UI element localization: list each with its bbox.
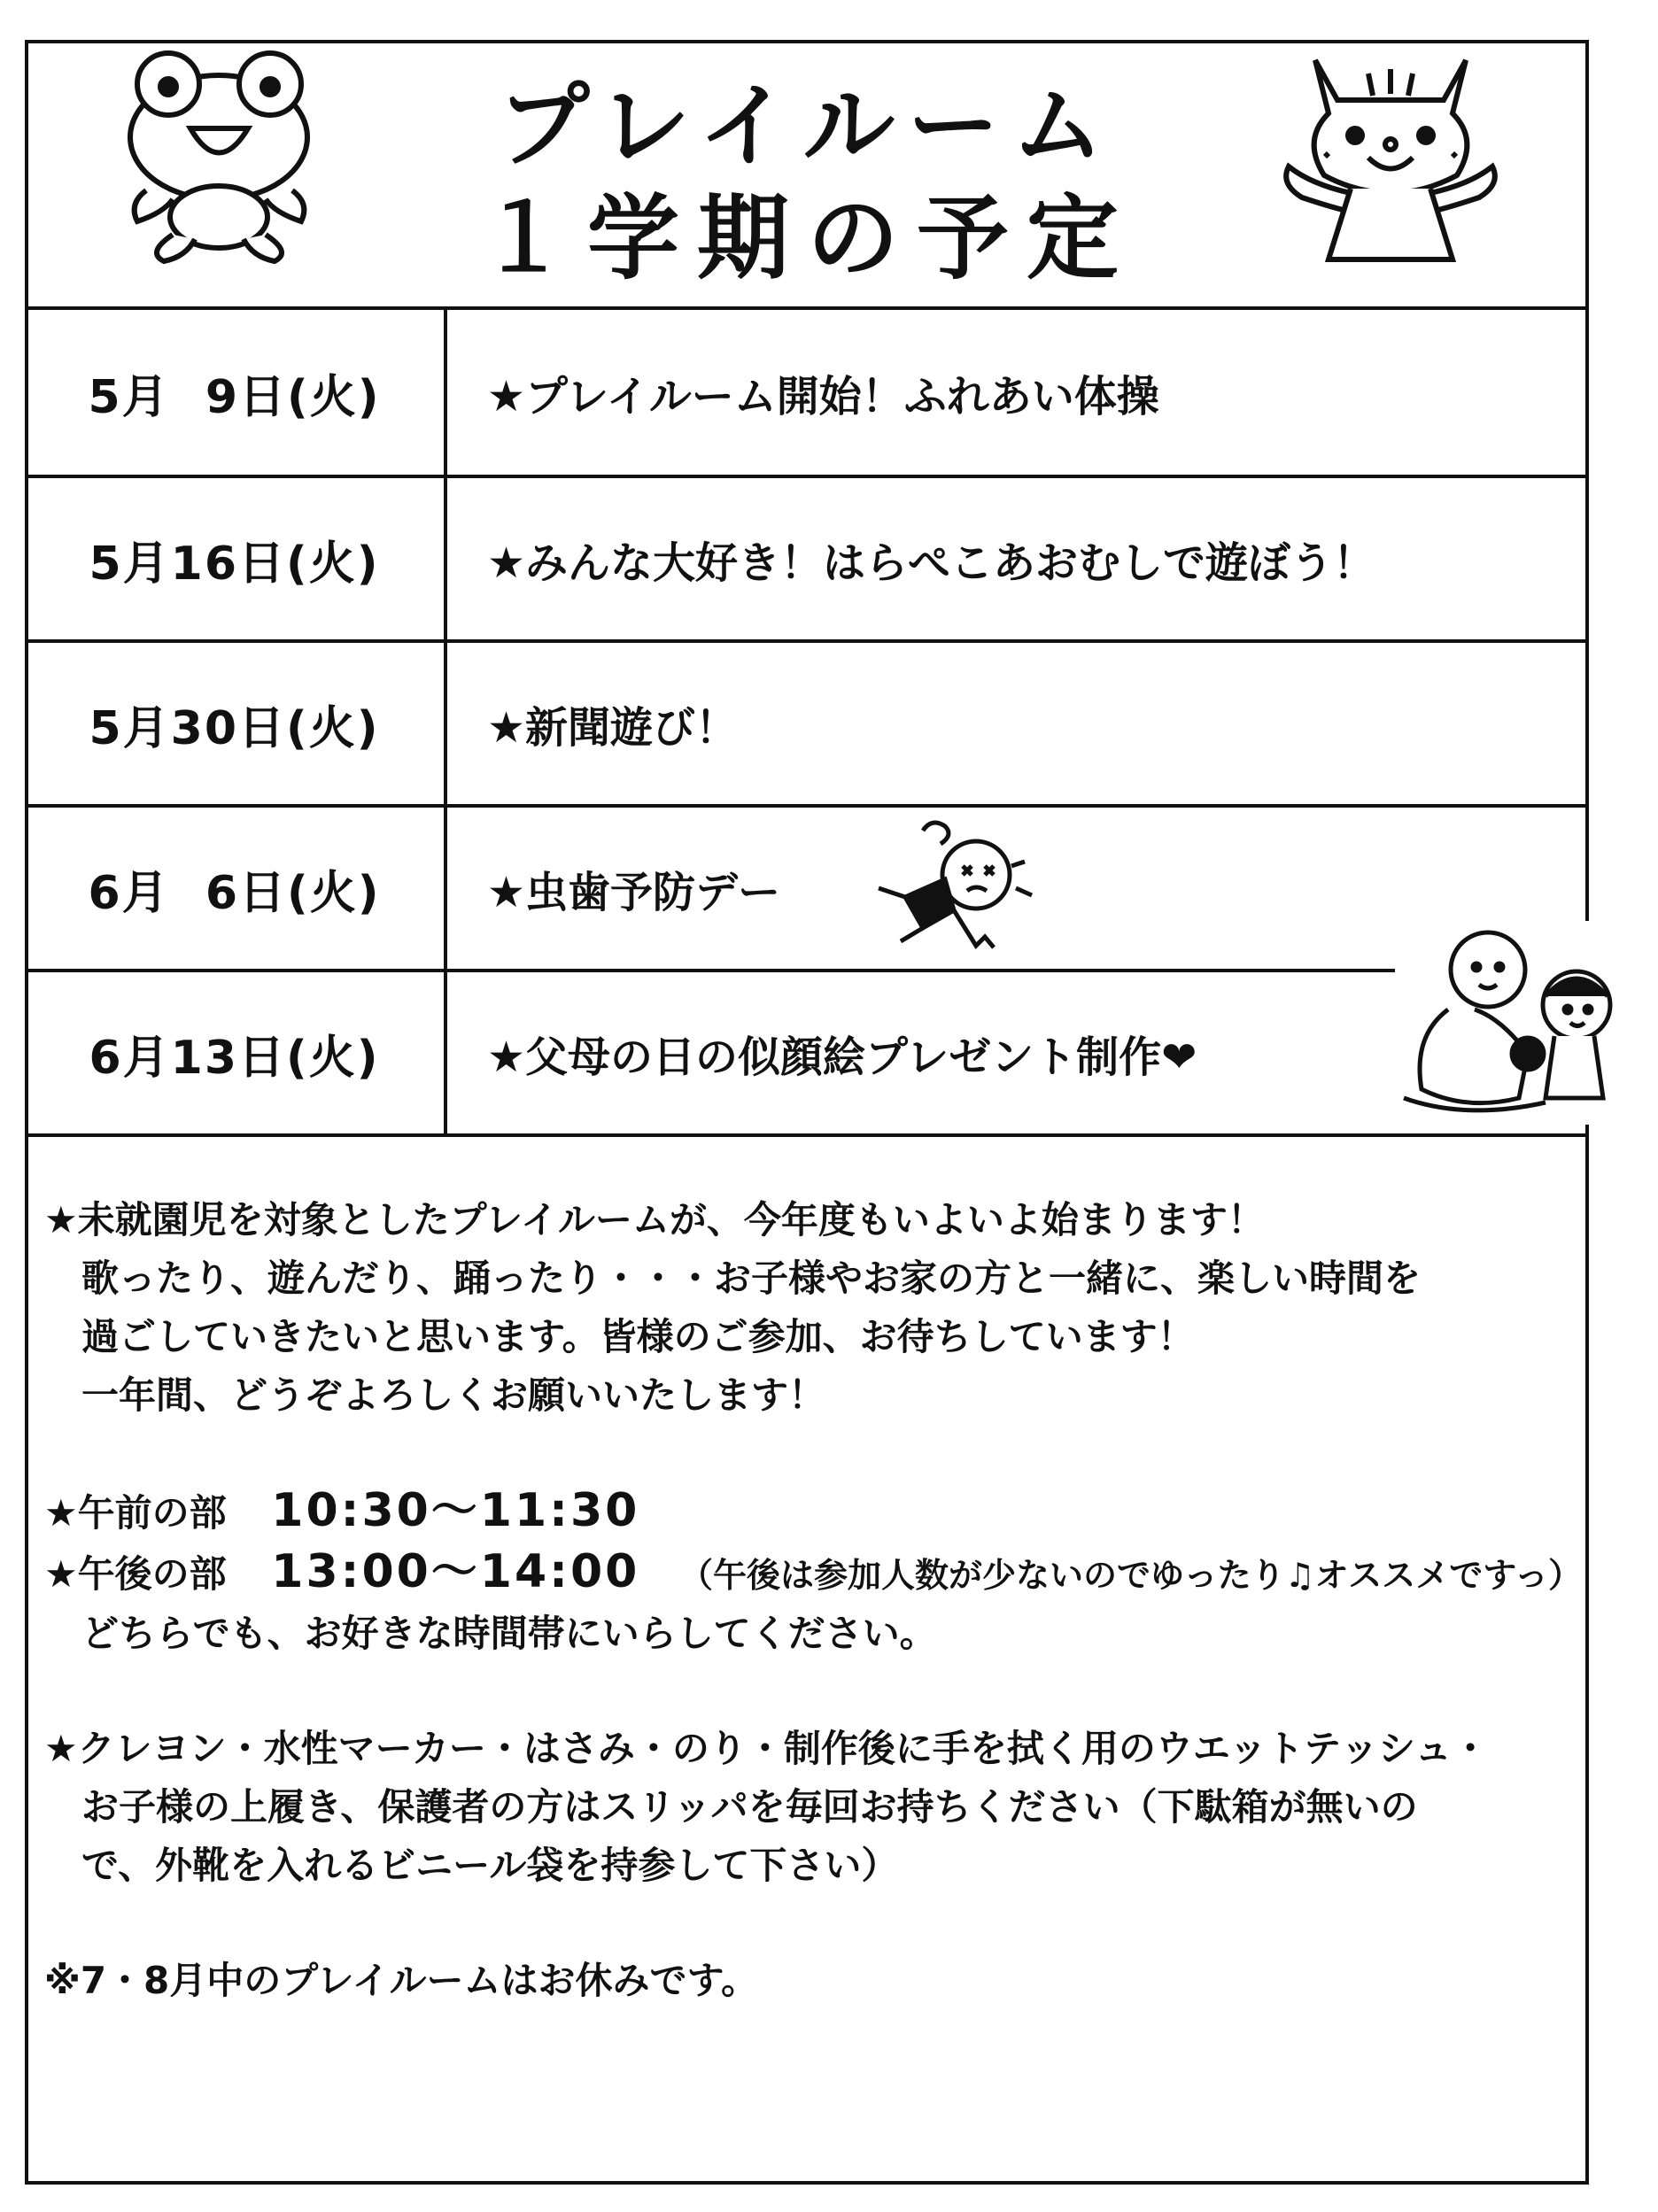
- schedule-date: 6月 6日(火): [25, 808, 447, 969]
- schedule-table: [25, 310, 1589, 1133]
- items-line: で、外靴を入れるビニール袋を持参して下さい）: [81, 1844, 899, 1887]
- table-divider: [25, 1133, 1589, 1137]
- intro-line: 一年間、どうぞよろしくお願いいたします！: [81, 1373, 826, 1417]
- session-time: 13:00〜14:00: [271, 1545, 640, 1598]
- session-note: （午後は参加人数が少ないのでゆったり♫オススメですっ）: [678, 1556, 1582, 1595]
- schedule-event: ★新聞遊び！: [487, 702, 739, 753]
- session-label: ★午後の部: [44, 1552, 227, 1596]
- schedule-event: ★父母の日の似顔絵プレゼント制作❤: [487, 1032, 1197, 1082]
- intro-line: 過ごしていきたいと思います。皆様のご参加、お待ちしています！: [81, 1315, 1195, 1358]
- page-title-line1: プレイルーム: [497, 72, 1117, 180]
- session-label: ★午前の部: [44, 1491, 227, 1535]
- germ-icon: [870, 813, 1038, 955]
- schedule-date: 5月16日(火): [25, 478, 447, 639]
- session-morning: [44, 1481, 1568, 1543]
- cat-icon: [1275, 34, 1506, 268]
- schedule-date: 5月30日(火): [25, 643, 447, 804]
- schedule-event: ★プレイルーム開始！ふれあい体操: [487, 371, 1159, 422]
- schedule-event: ★虫歯予防デー: [487, 867, 781, 917]
- notes-section: [44, 1191, 1582, 2010]
- schedule-row: [25, 639, 1589, 804]
- intro-line: 歌ったり、遊んだり、踊ったり・・・お子様やお家の方と一緒に、楽しい時間を: [81, 1257, 1422, 1300]
- items-line: ★クレヨン・水性マーカー・はさみ・のり・制作後に手を拭く用のウエットテッシュ・: [44, 1727, 1490, 1770]
- schedule-date: 5月 9日(火): [25, 310, 447, 475]
- schedule-row: [25, 804, 1589, 969]
- items-line: お子様の上履き、保護者の方はスリッパを毎回お持ちください（下駄箱が無いの: [81, 1785, 1418, 1829]
- intro-line: ★未就園児を対象としたプレイルームが、今年度もいよいよ始まります！: [44, 1198, 1265, 1241]
- footnote: ※7・8月中のプレイルームはお休みです。: [44, 1959, 759, 2002]
- schedule-event: ★みんな大好き！はらぺこあおむしで遊ぼう！: [487, 538, 1376, 588]
- schedule-row: [25, 475, 1589, 639]
- page-title-line2: １学期の予定: [476, 184, 1136, 292]
- session-afternoon: [44, 1543, 1582, 1605]
- frog-icon: [111, 35, 328, 266]
- schedule-row: [25, 310, 1589, 475]
- schedule-row: [25, 969, 1589, 1133]
- session-time: 10:30〜11:30: [271, 1484, 640, 1537]
- schedule-date: 6月13日(火): [25, 972, 447, 1133]
- session-closing: どちらでも、お好きな時間帯にいらしてください。: [81, 1612, 937, 1655]
- family-icon: [1395, 921, 1652, 1125]
